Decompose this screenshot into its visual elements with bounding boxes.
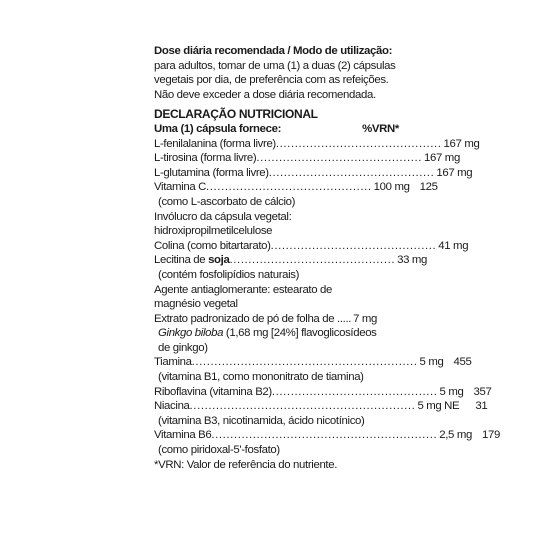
lecithin-note: (contém fosfolipídios naturais) [158,268,300,281]
nutrient-name: Tiamina [154,356,192,369]
nutrient-vrn [468,239,496,254]
leader-dots: ............................................................ [211,429,438,442]
nutrient-amount: 33 mg [397,254,428,267]
nutrient-amount: 5 mg [439,385,464,398]
nutrient-row [154,399,488,414]
leader-dots: ............................................ [256,152,423,165]
nutrient-row [154,312,399,327]
nutrient-name: Niacina [154,400,190,413]
nutrient-row [154,151,460,166]
nutrient-name [154,253,229,268]
leader-dots: ............................................ [271,385,438,398]
nutrient-vrn [479,137,507,152]
ginkgo-line-3: de ginkgo) [158,341,208,354]
nutrient-vrn [377,312,405,327]
agent-line-1: Agente antiaglomerante: estearato de [154,283,333,296]
b6-note: (como piridoxal-5'-fosfato) [158,444,280,457]
nutrient-name: Vitamina B6 [154,429,212,442]
soy-allergen: soja [208,254,230,267]
nutrient-row [154,385,492,400]
declaration-title: DECLARAÇÃO NUTRICIONAL [154,107,318,122]
leader-dots: ............................................ [229,254,396,267]
dose-title: Dose diária recomendada / Modo de utilização: [154,45,393,57]
nutrient-row [154,253,428,268]
nutrient-name: L-tirosina (forma livre) [154,152,257,165]
ginkgo-line [154,326,399,341]
nutrient-amount: 100 mg [373,181,410,194]
leader-dots: ............................................................ [191,356,418,369]
nutrient-vrn: 125 [419,181,438,194]
nutrient-amount: 167 mg [424,152,460,165]
serving-text: Uma (1) cápsula fornece: [154,122,282,135]
nutrient-amount: 7 mg [353,312,378,325]
dose-paragraph [154,44,399,102]
nutrient-amount: 2,5 mg [439,429,472,442]
nutrient-vrn: 179 [482,429,500,442]
nutrient-amount: 167 mg [443,137,480,150]
lecithin-prefix: Lecitina de [154,254,209,267]
nutrient-row [154,137,480,152]
nutrient-row [154,428,500,443]
nutrient-vrn: 357 [473,385,492,398]
nutrient-name: Riboflavina (vitamina B2) [154,385,272,398]
thiamine-note: (vitamina B1, como mononitrato de tiamina) [158,371,364,384]
nutrient-vrn: 455 [453,356,472,369]
nutrient-vrn [427,253,455,268]
supplement-label [154,44,500,472]
nutrient-name: L-fenilalanina (forma livre) [154,137,276,150]
nutrient-amount: 41 mg [438,239,469,252]
leader-dots: ............................................ [268,166,435,179]
nutrient-vrn [460,151,488,166]
dose-text: para adultos, tomar de uma (1) a duas (2) cápsulas vegetais por dia, de preferência com as refeições. Não deve exceder a dose diária recomendada. [154,59,396,101]
nutrient-name: L-glutamina (forma livre) [154,166,269,179]
nutrient-amount: 5 mg NE [417,400,460,413]
leader-dots: ............................................ [206,181,372,194]
ginkgo-name: Ginkgo biloba [158,327,224,340]
leader-dots: ............................................ [275,137,442,150]
nutrient-row [154,239,469,254]
nutrient-row [154,180,438,195]
nutrient-name: Colina (como bitartarato) [154,239,271,252]
nutrient-row [154,166,473,181]
agent-line-2: magnésio vegetal [154,298,238,311]
nutrient-amount: 167 mg [436,166,473,179]
nutrient-row [154,355,472,370]
footnote: *VRN: Valor de referência do nutriente. [154,458,338,471]
ginkgo-detail: (1,68 mg [24%] flavoglicosídeos [223,327,377,340]
nutrient-name: Extrato padronizado de pó de folha de ..... [154,312,352,325]
vitamin-c-note: (como L-ascorbato de cálcio) [158,195,296,208]
leader-dots: ............................................ [270,239,437,252]
capsule-line-2: hidroxipropilmetilcelulose [154,225,273,238]
niacin-note: (vitamina B3, nicotinamida, ácido nicotínico) [158,414,365,427]
leader-dots: ............................................................ [189,400,416,413]
nutrient-vrn [472,166,500,181]
nutrient-name: Vitamina C [154,181,207,194]
vrn-header: %VRN* [362,122,399,135]
capsule-line-1: Invólucro da cápsula vegetal: [154,210,292,223]
nutrient-amount: 5 mg [419,356,444,369]
serving-header [154,122,399,137]
nutrient-vrn: 31 [475,400,488,413]
